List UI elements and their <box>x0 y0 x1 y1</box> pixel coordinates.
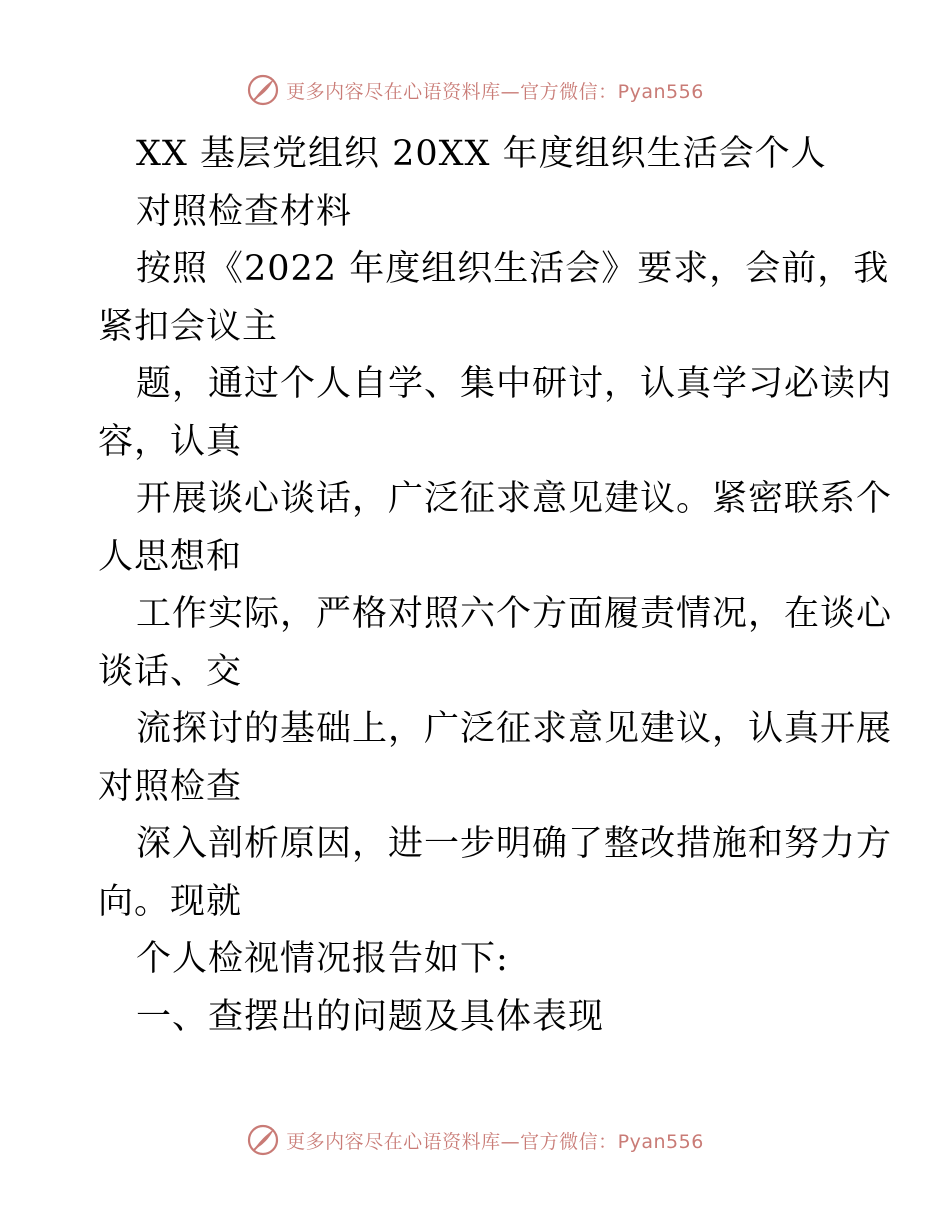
doc-line: 深入剖析原因，进一步明确了整改措施和努力方 <box>136 824 893 864</box>
doc-line: 人思想和 <box>98 536 243 577</box>
doc-line: 开展谈心谈话，广泛征求意见建议。紧密联系个 <box>136 479 893 519</box>
doc-line-title-1: XX 基层党组织 20XX 年度组织生活会个人 <box>136 134 827 174</box>
quill-logo-icon <box>246 73 280 107</box>
doc-line: 工作实际，严格对照六个方面履责情况，在谈心 <box>136 594 893 634</box>
header-watermark <box>0 70 950 110</box>
quill-logo-icon <box>246 1123 280 1157</box>
doc-line: 流探讨的基础上，广泛征求意见建议，认真开展 <box>136 709 893 749</box>
doc-line: 紧扣会议主 <box>98 306 279 347</box>
doc-line: 按照《2022 年度组织生活会》要求，会前，我 <box>136 249 890 289</box>
doc-line: 容，认真 <box>98 421 243 462</box>
document-body <box>98 126 893 1046</box>
watermark-text: 更多内容尽在心语资料库—官方微信：Pyan556 <box>286 1130 704 1153</box>
doc-line-title-2: 对照检查材料 <box>136 191 353 232</box>
doc-line: 谈话、交 <box>98 651 243 692</box>
doc-line: 个人检视情况报告如下: <box>136 939 509 979</box>
doc-line: 对照检查 <box>98 766 243 807</box>
footer-watermark <box>0 1120 950 1160</box>
doc-line: 题，通过个人自学、集中研讨，认真学习必读内 <box>136 364 893 404</box>
watermark-text: 更多内容尽在心语资料库—官方微信：Pyan556 <box>286 80 704 103</box>
doc-line: 向。现就 <box>98 881 243 922</box>
section-heading: 一、查摆出的问题及具体表现 <box>136 996 605 1037</box>
